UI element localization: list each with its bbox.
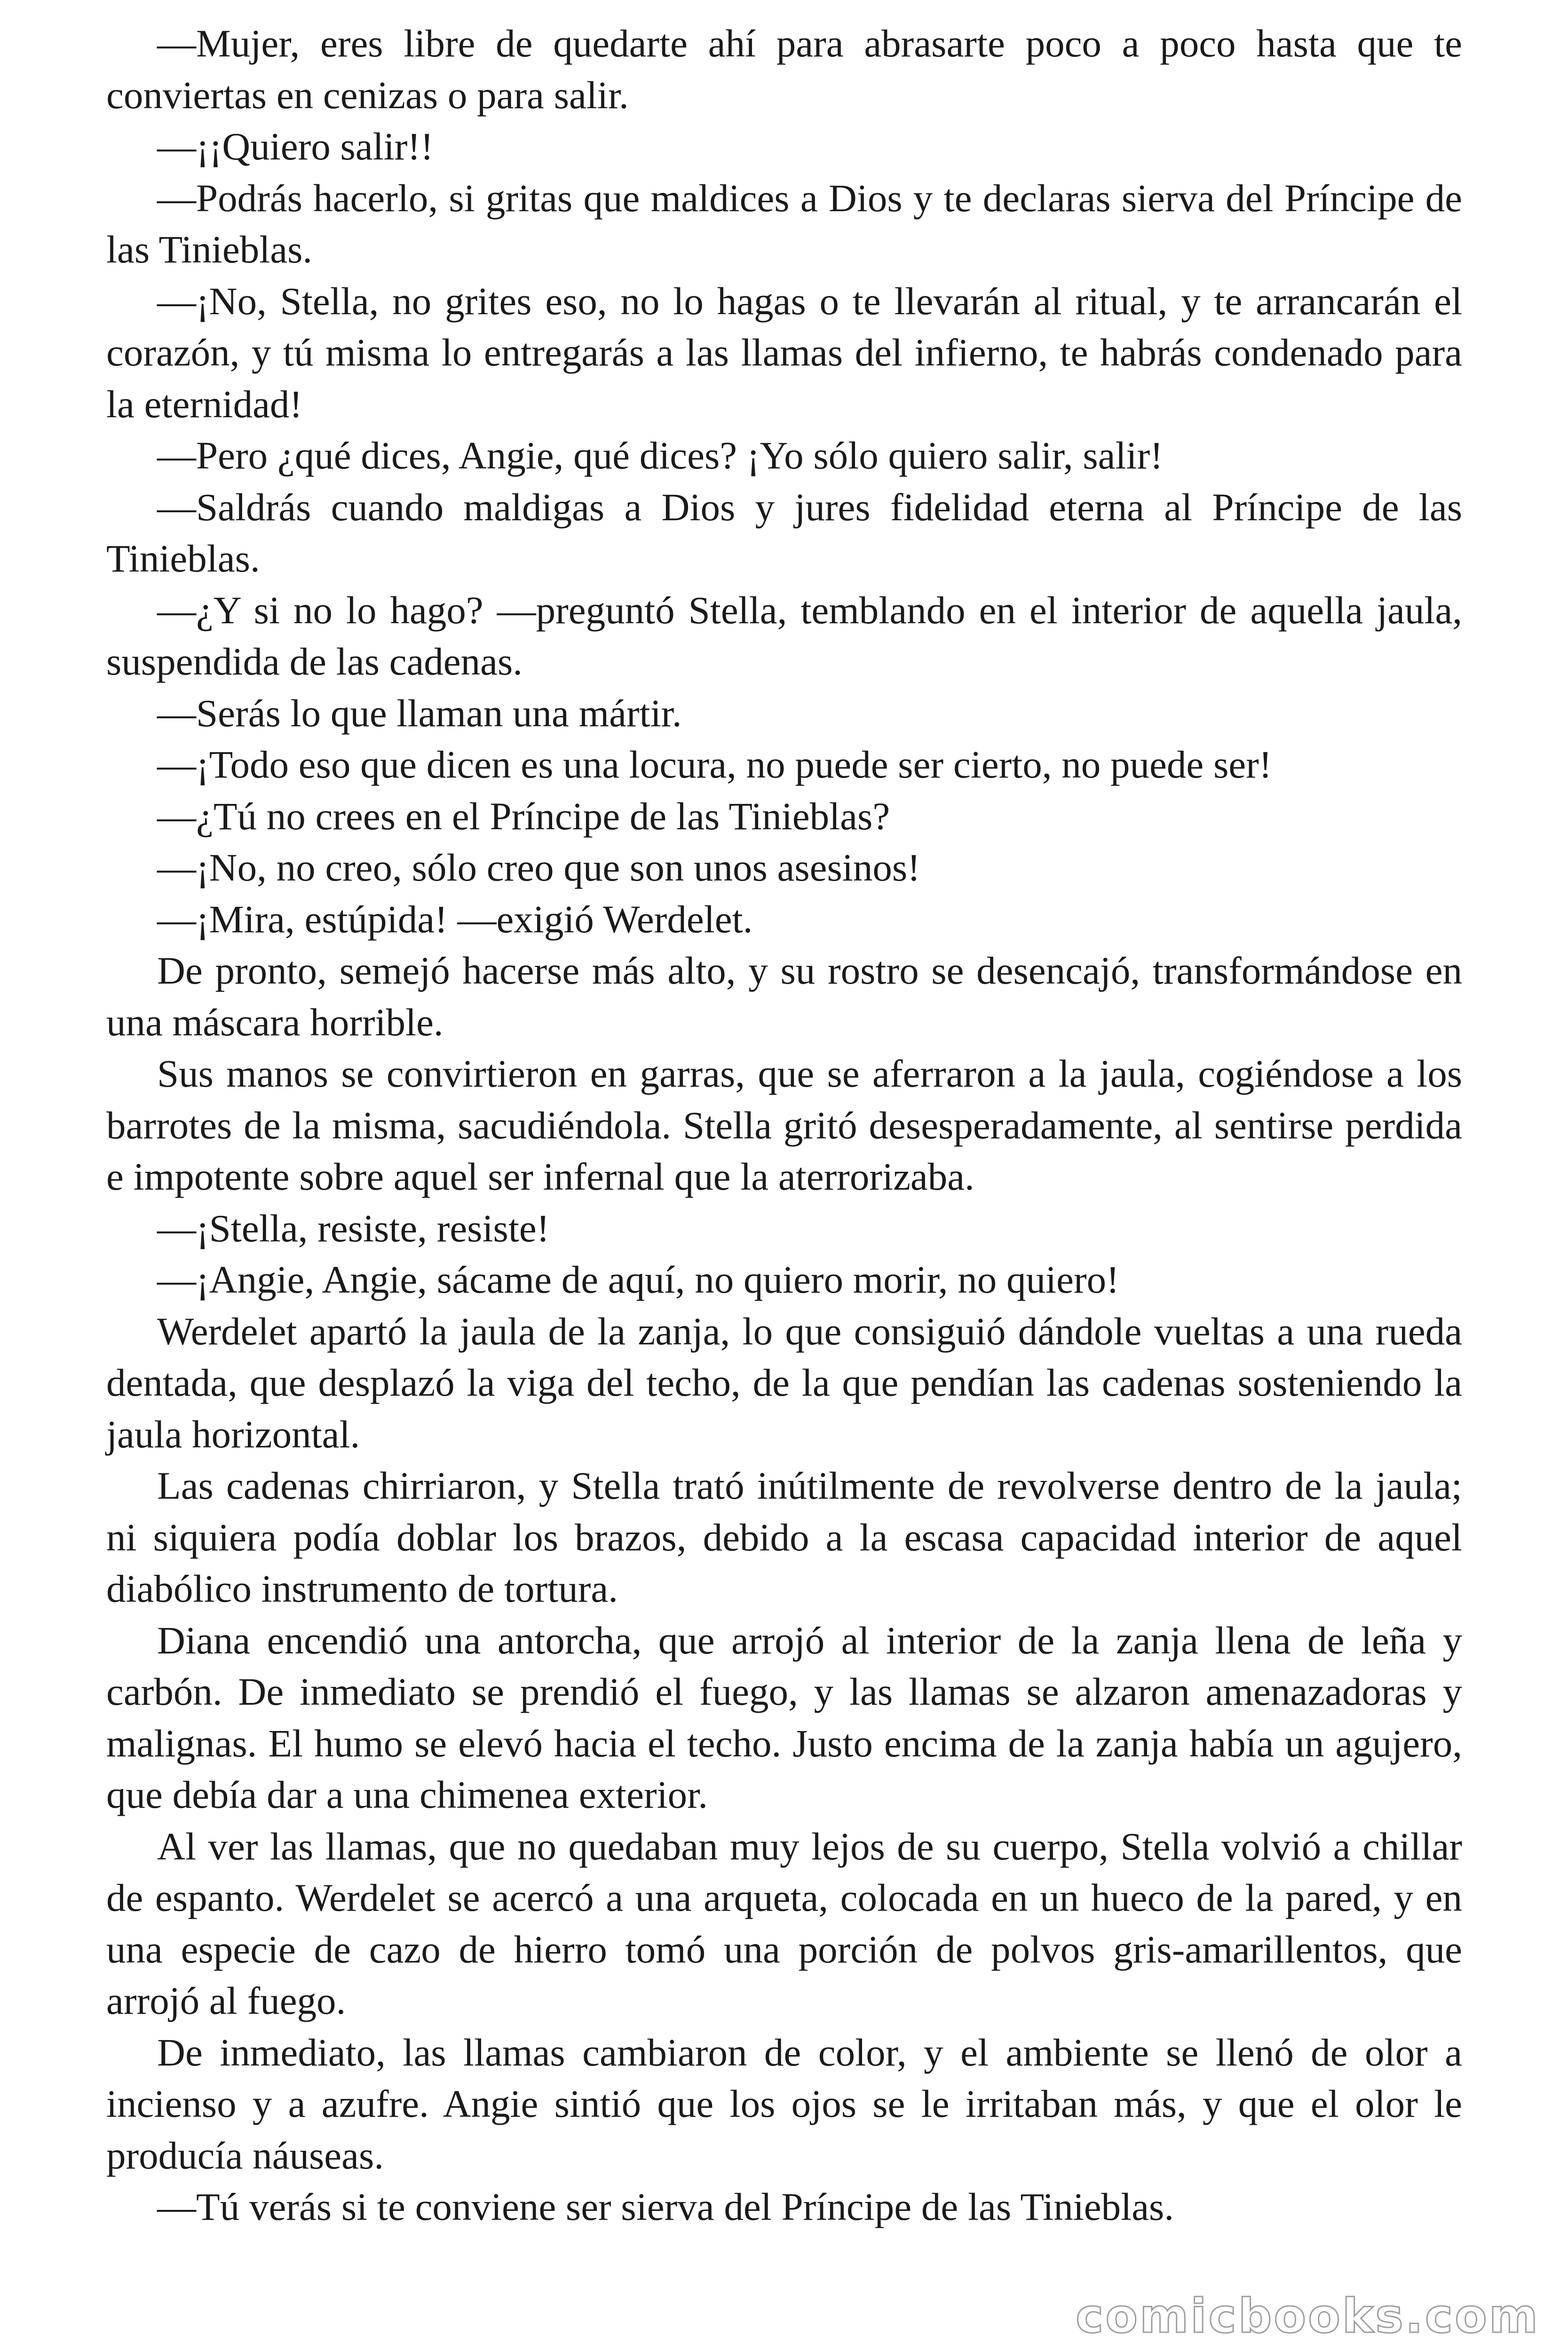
paragraph: —Serás lo que llaman una mártir. (157, 691, 682, 735)
paragraph: Diana encendió una antorcha, que arrojó al interior de la zanja llena de leña y carbón. De inmediato se prendió el fuego, y las llamas se alzaron amenazadoras y malignas. El humo se elevó hacia el techo. Justo encima de la zanja había un agujero, que debía dar a una chimenea exterior. (106, 1618, 1462, 1816)
paragraph: —¡No, no creo, sólo creo que son unos asesinos! (157, 846, 920, 889)
paragraph: —¡Stella, resiste, resiste! (157, 1206, 550, 1250)
paragraph: —¿Tú no crees en el Príncipe de las Tinieblas? (157, 794, 890, 838)
paragraph: —¡Mira, estúpida! —exigió Werdelet. (157, 897, 753, 941)
paragraph: Sus manos se convirtieron en garras, que se aferraron a la jaula, cogiéndose a los barrotes de la misma, sacudiéndola. Stella gritó desesperadamente, al sentirse perdida e impotente sobre aquel ser infernal que la aterrorizaba. (106, 1052, 1462, 1198)
paragraph: —Saldrás cuando maldigas a Dios y jures fidelidad eterna al Príncipe de las Tinieblas. (106, 485, 1462, 580)
paragraph: —¡Angie, Angie, sácame de aquí, no quiero morir, no quiero! (157, 1258, 1119, 1301)
watermark: comicbooks.com (1076, 2288, 1540, 2344)
paragraph: —Podrás hacerlo, si gritas que maldices a Dios y te declaras sierva del Príncipe de las Tinieblas. (106, 176, 1462, 271)
paragraph: Las cadenas chirriaron, y Stella trató inútilmente de revolverse dentro de la jaula; ni siquiera podía doblar los brazos, debido a la escasa capacidad interior de aquel diabólico instrumento de tortura. (106, 1464, 1462, 1610)
paragraph: —Pero ¿qué dices, Angie, qué dices? ¡Yo sólo quiero salir, salir! (157, 434, 1163, 477)
paragraph: —Tú verás si te conviene ser sierva del Príncipe de las Tinieblas. (157, 2185, 1174, 2228)
paragraph: De pronto, semejó hacerse más alto, y su rostro se desencajó, transformándose en una máscara horrible. (106, 949, 1462, 1044)
paragraph: —¡Todo eso que dicen es una locura, no puede ser cierto, no puede ser! (157, 743, 1272, 786)
paragraph: Al ver las llamas, que no quedaban muy lejos de su cuerpo, Stella volvió a chillar de espanto. Werdelet se acercó a una arqueta, colocada en un hueco de la pared, y en una especie de cazo de hierro tomó una porción de polvos gris-amarillentos, que arrojó al fuego. (106, 1824, 1462, 2022)
paragraph: Werdelet apartó la jaula de la zanja, lo que consiguió dándole vueltas a una rueda dentada, que desplazó la viga del techo, de la que pendían las cadenas sosteniendo la jaula horizontal. (106, 1309, 1462, 1456)
paragraph: —¿Y si no lo hago? —preguntó Stella, temblando en el interior de aquella jaula, suspendida de las cadenas. (106, 588, 1462, 683)
paragraph: —¡No, Stella, no grites eso, no lo hagas o te llevarán al ritual, y te arrancarán el corazón, y tú misma lo entregarás a las llamas del infierno, te habrás condenado para la eternidad! (106, 279, 1462, 426)
paragraph: —Mujer, eres libre de quedarte ahí para abrasarte poco a poco hasta que te conviertas en cenizas o para salir. (106, 22, 1462, 117)
paragraph: De inmediato, las llamas cambiaron de color, y el ambiente se llenó de olor a incienso y a azufre. Angie sintió que los ojos se le irritaban más, y que el olor le producía náuseas. (106, 2030, 1462, 2177)
page-text (106, 18, 1462, 2233)
paragraph: —¡¡Quiero salir!! (157, 125, 434, 168)
